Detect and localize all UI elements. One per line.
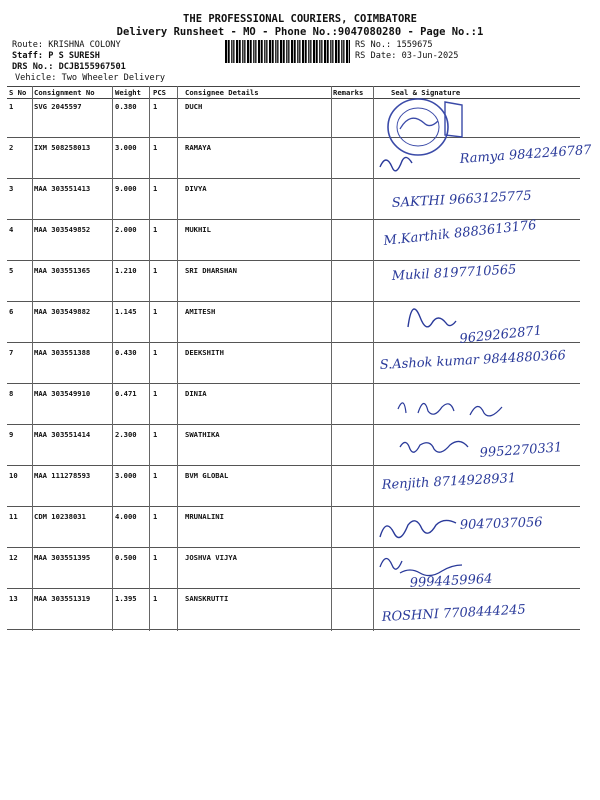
weight: 1.395 [115, 594, 137, 603]
pieces: 1 [153, 348, 158, 357]
barcode-bar [239, 40, 241, 63]
row-sno: 10 [9, 471, 18, 480]
row-sno: 1 [9, 102, 14, 111]
row-sno: 8 [9, 389, 14, 398]
weight: 1.210 [115, 266, 137, 275]
row-sno: 9 [9, 430, 14, 439]
barcode-bar [343, 40, 344, 63]
seal-stamp [388, 99, 462, 155]
consignee-name: RAMAYA [185, 143, 211, 152]
weight: 0.471 [115, 389, 137, 398]
handwritten-signature: Renjith 8714928931 [381, 470, 517, 493]
pieces: 1 [153, 430, 158, 439]
consignee-name: SANSKRUTTI [185, 594, 229, 603]
consignee-name: DEEKSHITH [185, 348, 224, 357]
header-pcs: PCS [153, 88, 166, 97]
barcode-bar [269, 40, 271, 63]
consignment-no: MAA 303549852 [34, 225, 91, 234]
row-sno: 7 [9, 348, 14, 357]
row-sno: 13 [9, 594, 18, 603]
pieces: 1 [153, 594, 158, 603]
barcode-bar [321, 40, 322, 63]
handwritten-signature: SAKTHI 9663125775 [391, 188, 533, 211]
consignee-name: SRI DHARSHAN [185, 266, 237, 275]
handwritten-signature: Mukil 8197710565 [391, 262, 517, 284]
header-consignment: Consignment No [34, 88, 95, 97]
barcode-bar [233, 40, 234, 63]
barcode-bar [253, 40, 254, 63]
rs-date: RS Date: 03-Jun-2025 [355, 51, 459, 61]
handwritten-signature: 9047037056 [459, 515, 543, 533]
barcode-bar [324, 40, 326, 63]
pieces: 1 [153, 266, 158, 275]
row-sno: 2 [9, 143, 14, 152]
consignee-name: JOSHVA VIJYA [185, 553, 237, 562]
barcode-bar [335, 40, 337, 63]
barcode-bar [247, 40, 249, 63]
consignee-name: SWATHIKA [185, 430, 220, 439]
barcode-bar [302, 40, 304, 63]
consignment-no: IXM 508258013 [34, 143, 91, 152]
handwritten-signature: S.Ashok kumar 9844880366 [379, 348, 567, 373]
handwritten-signature: ROSHNI 7708444245 [381, 602, 527, 625]
barcode-bar [349, 40, 350, 63]
pieces: 1 [153, 225, 158, 234]
barcode-bar [225, 40, 227, 63]
row-sno: 5 [9, 266, 14, 275]
consignment-no: MAA 303551414 [34, 430, 91, 439]
barcode-bar [264, 40, 265, 63]
row-sno: 11 [9, 512, 18, 521]
consignee-name: DINIA [185, 389, 207, 398]
barcode-bar [286, 40, 287, 63]
handwritten-signature: 9629262871 [458, 323, 543, 347]
staff-info: Staff: P S SURESH [12, 51, 100, 61]
handwritten-signature: M.Karthik 8883613176 [382, 218, 538, 249]
signature-scribble [380, 157, 412, 170]
consignee-name: DIVYA [185, 184, 207, 193]
weight: 3.000 [115, 471, 137, 480]
barcode-bar [338, 40, 340, 63]
consignee-name: BVM GLOBAL [185, 471, 229, 480]
row-sno: 12 [9, 553, 18, 562]
barcode-bar [261, 40, 263, 63]
pieces: 1 [153, 389, 158, 398]
barcode-bar [316, 40, 318, 63]
consignee-name: DUCH [185, 102, 203, 111]
signature-scribble [400, 441, 468, 452]
barcode [225, 40, 350, 63]
barcode-bar [291, 40, 293, 63]
route-info: Route: KRISHNA COLONY [12, 40, 121, 50]
barcode-bar [288, 40, 289, 63]
consignment-no: MAA 303551388 [34, 348, 91, 357]
consignment-no: MAA 303551319 [34, 594, 91, 603]
barcode-bar [228, 40, 230, 63]
column-divider [177, 86, 178, 631]
pieces: 1 [153, 553, 158, 562]
consignment-no: MAA 303549882 [34, 307, 91, 316]
barcode-bar [297, 40, 298, 63]
row-sno: 6 [9, 307, 14, 316]
barcode-bar [319, 40, 320, 63]
header-weight: Weight [115, 88, 141, 97]
barcode-bar [275, 40, 276, 63]
column-divider [112, 86, 113, 631]
row-sno: 4 [9, 225, 14, 234]
weight: 2.000 [115, 225, 137, 234]
header-sno: S No [9, 88, 27, 97]
row-sno: 3 [9, 184, 14, 193]
barcode-bar [277, 40, 278, 63]
pieces: 1 [153, 512, 158, 521]
barcode-bar [332, 40, 333, 63]
handwritten-signature: Ramya 9842246787 [459, 142, 593, 167]
barcode-bar [283, 40, 285, 63]
barcode-bar [346, 40, 348, 63]
consignee-name: MUKHIL [185, 225, 211, 234]
pieces: 1 [153, 307, 158, 316]
barcode-bar [244, 40, 245, 63]
consignee-name: MRUNALINI [185, 512, 224, 521]
consignment-no: SVG 2045597 [34, 102, 82, 111]
signature-area [370, 97, 600, 637]
column-divider [331, 86, 332, 631]
barcode-bar [231, 40, 232, 63]
consignment-no: MAA 111278593 [34, 471, 91, 480]
company-title: THE PROFESSIONAL COURIERS, COIMBATORE [183, 13, 417, 25]
barcode-bar [330, 40, 331, 63]
consignment-no: MAA 303551365 [34, 266, 91, 275]
weight: 1.145 [115, 307, 137, 316]
weight: 0.430 [115, 348, 137, 357]
barcode-bar [341, 40, 342, 63]
barcode-bar [327, 40, 329, 63]
barcode-bar [280, 40, 282, 63]
barcode-bar [308, 40, 309, 63]
pieces: 1 [153, 471, 158, 480]
barcode-bar [255, 40, 256, 63]
barcode-bar [250, 40, 252, 63]
signature-scribble [380, 520, 456, 537]
signature-scribble [398, 403, 502, 416]
barcode-bar [258, 40, 260, 63]
consignment-no: MAA 303551395 [34, 553, 91, 562]
weight: 3.000 [115, 143, 137, 152]
barcode-bar [310, 40, 311, 63]
column-divider [149, 86, 150, 631]
barcode-bar [313, 40, 315, 63]
weight: 9.000 [115, 184, 137, 193]
barcode-bar [266, 40, 267, 63]
runsheet-title: Delivery Runsheet - MO - Phone No.:9047080280 - Page No.:1 [116, 26, 484, 38]
pieces: 1 [153, 102, 158, 111]
pieces: 1 [153, 184, 158, 193]
header-consignee: Consignee Details [185, 88, 259, 97]
rs-number: RS No.: 1559675 [355, 40, 433, 50]
consignment-no: MAA 303551413 [34, 184, 91, 193]
weight: 0.500 [115, 553, 137, 562]
consignment-no: MAA 303549910 [34, 389, 91, 398]
header-remarks: Remarks [333, 88, 364, 97]
consignee-name: AMITESH [185, 307, 216, 316]
barcode-bar [294, 40, 296, 63]
barcode-bar [242, 40, 243, 63]
weight: 0.380 [115, 102, 137, 111]
pieces: 1 [153, 143, 158, 152]
drs-number: DRS No.: DCJB155967501 [12, 62, 126, 72]
column-divider [32, 86, 33, 631]
barcode-bar [236, 40, 238, 63]
signature-scribble [408, 309, 456, 327]
handwritten-signature: 9994459964 [409, 571, 493, 591]
weight: 2.300 [115, 430, 137, 439]
vehicle-info: Vehicle: Two Wheeler Delivery [15, 73, 166, 83]
handwritten-signature: 9952270331 [479, 440, 563, 461]
barcode-bar [305, 40, 307, 63]
header-seal-signature: Seal & Signature [391, 88, 461, 97]
consignment-no: CDM 10238031 [34, 512, 86, 521]
barcode-bar [272, 40, 274, 63]
weight: 4.000 [115, 512, 137, 521]
barcode-bar [299, 40, 300, 63]
